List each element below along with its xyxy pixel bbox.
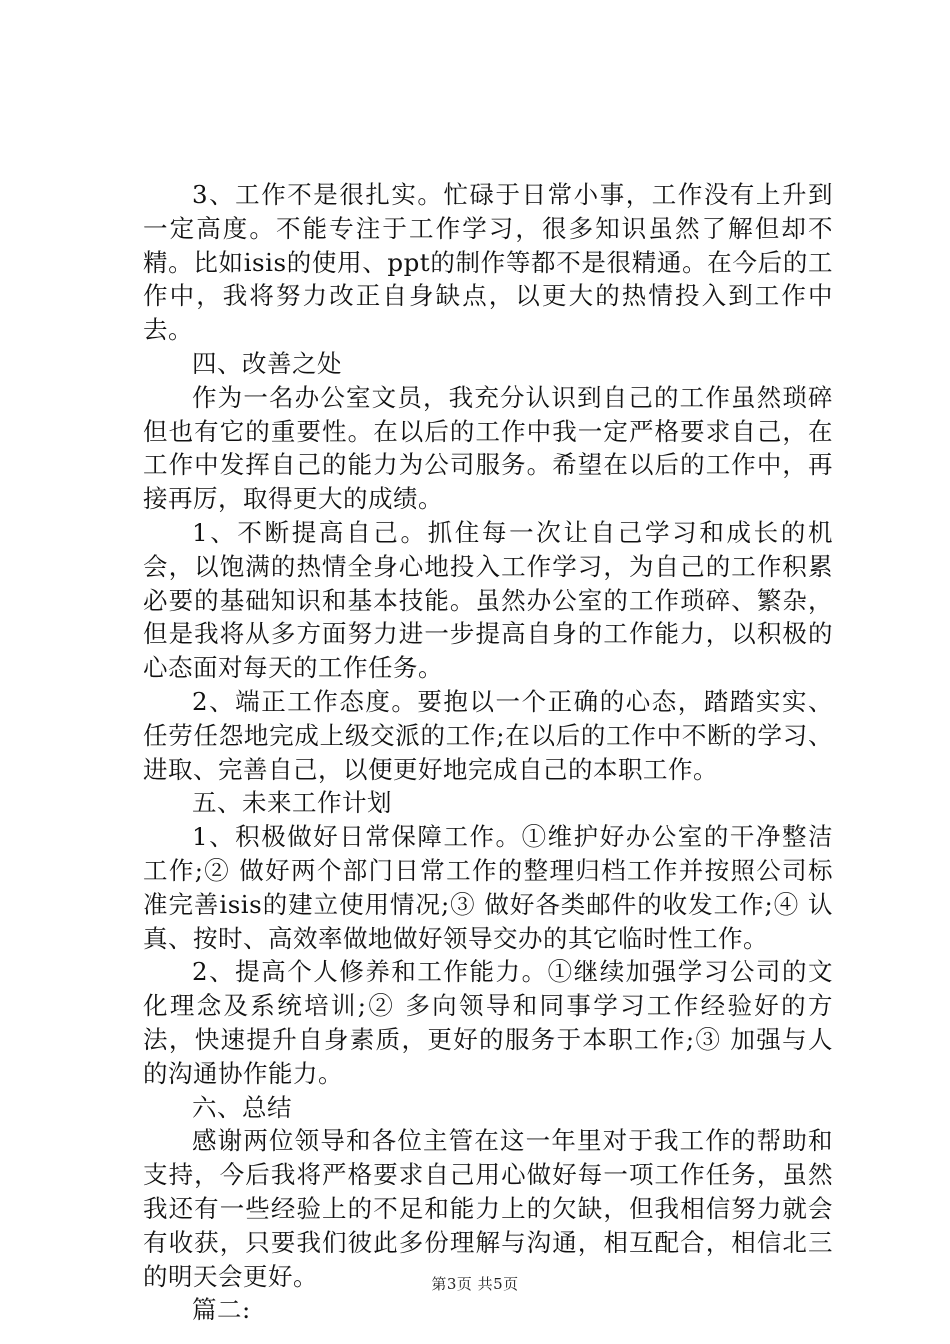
paragraph-work-not-solid: 3、工作不是很扎实。忙碌于日常小事，工作没有上升到一定高度。不能专注于工作学习，很多知识虽然了解但却不精。比如isis的使用、ppt的制作等都不是很精通。在今后的工作中，我将努力改正自身缺点，以更大的热情投入到工作中去。 [143, 180, 833, 345]
section-heading-improvements: 四、改善之处 [192, 348, 342, 378]
paragraph-thanks: 感谢两位领导和各位主管在这一年里对于我工作的帮助和支持，今后我将严格要求自己用心做好每一项工作任务，虽然我还有一些经验上的不足和能力上的欠缺，但我相信努力就会有收获，只要我们彼此多份理解与沟通，相互配合，相信北三的明天会更好。 [143, 1126, 833, 1291]
page-number-footer: 第3页 共5页 [431, 1275, 519, 1293]
section-heading-summary: 六、总结 [192, 1092, 292, 1122]
paragraph-office-clerk: 作为一名办公室文员，我充分认识到自己的工作虽然琐碎但也有它的重要性。在以后的工作中我一定严格要求自己，在工作中发挥自己的能力为公司服务。希望在以后的工作中，再接再厉，取得更大的成绩。 [143, 382, 833, 514]
document-body [143, 178, 833, 1327]
section-heading-part-two: 篇二: [192, 1295, 251, 1325]
paragraph-daily-support: 1、积极做好日常保障工作。①维护好办公室的干净整洁工作;② 做好两个部门日常工作的整理归档工作并按照公司标准完善isis的建立使用情况;③ 做好各类邮件的收发工作;④ 认真、按时、高效率做地做好领导交办的其它临时性工作。 [143, 822, 833, 953]
paragraph-improve-self: 1、不断提高自己。抓住每一次让自己学习和成长的机会，以饱满的热情全身心地投入工作学习，为自己的工作积累必要的基础知识和基本技能。虽然办公室的工作琐碎、繁杂，但是我将从多方面努力进一步提高自身的工作能力，以积极的心态面对每天的工作任务。 [143, 517, 833, 683]
paragraph-personal-growth: 2、提高个人修养和工作能力。①继续加强学习公司的文化理念及系统培训;② 多向领导和同事学习工作经验好的方法，快速提升自身素质，更好的服务于本职工作;③ 加强与人的沟通协作能力。 [143, 957, 833, 1088]
section-heading-future-plan: 五、未来工作计划 [192, 788, 392, 818]
paragraph-work-attitude: 2、端正工作态度。要抱以一个正确的心态，踏踏实实、任劳任怨地完成上级交派的工作;在以后的工作中不断的学习、进取、完善自己，以便更好地完成自己的本职工作。 [143, 686, 833, 784]
